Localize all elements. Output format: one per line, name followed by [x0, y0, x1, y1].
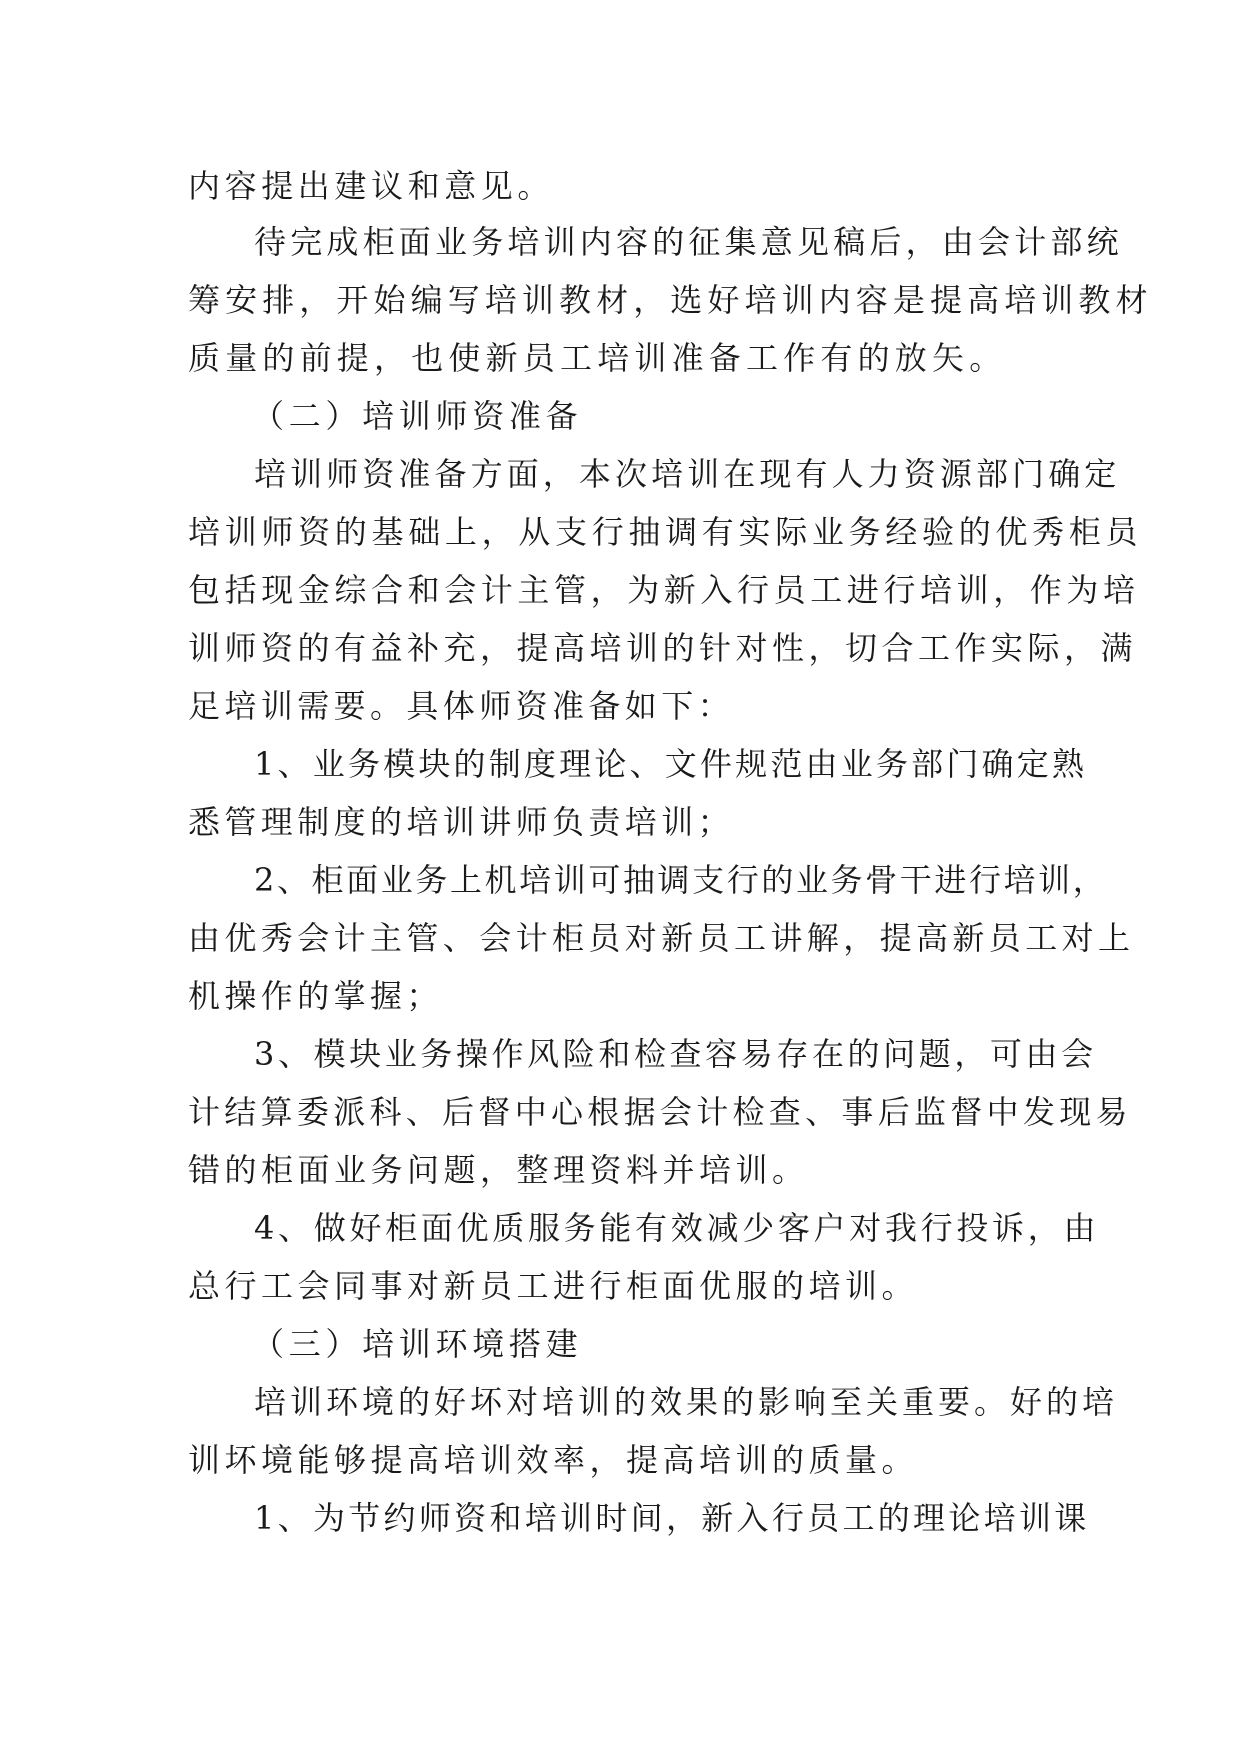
body-text-line: 训坏境能够提高培训效率，提高培训的质量。 [188, 1441, 919, 1479]
body-text-line: 错的柜面业务问题，整理资料并培训。 [188, 1151, 809, 1189]
body-text-line: 包括现金综合和会计主管，为新入行员工进行培训，作为培 [188, 571, 1140, 609]
body-text-line: 质量的前提，也使新员工培训准备工作有的放矢。 [188, 339, 1007, 377]
body-text-line: 机操作的掌握； [188, 977, 443, 1015]
section-heading: （二）培训师资准备 [252, 397, 583, 435]
body-text-line: 待完成柜面业务培训内容的征集意见稿后，由会计部统 [254, 223, 1123, 261]
body-text-line: 悉管理制度的培训讲师负责培训； [188, 803, 735, 841]
body-text-line: 计结算委派科、后督中心根据会计检查、事后监督中发现易 [188, 1093, 1132, 1131]
list-item-line: 1、业务模块的制度理论、文件规范由业务部门确定熟 [254, 745, 1088, 783]
body-text-line: 培训师资的基础上，从支行抽调有实际业务经验的优秀柜员 [188, 513, 1143, 551]
list-item-line: 1、为节约师资和培训时间，新入行员工的理论培训课 [254, 1499, 1090, 1537]
section-heading: （三）培训环境搭建 [252, 1325, 583, 1363]
list-item-line: 4、做好柜面优质服务能有效减少客户对我行投诉，由 [254, 1209, 1100, 1247]
body-text-line: 筹安排，开始编写培训教材，选好培训内容是提高培训教材 [188, 281, 1153, 319]
body-text-line: 培训环境的好坏对培训的效果的影响至关重要。好的培 [254, 1383, 1119, 1421]
body-text-line: 内容提出建议和意见。 [188, 167, 555, 205]
body-text-line: 足培训需要。具体师资准备如下： [188, 687, 735, 725]
list-item-line: 3、模块业务操作风险和检查容易存在的问题，可由会 [254, 1035, 1097, 1073]
body-text-line: 训师资的有益补充，提高培训的针对性，切合工作实际，满 [188, 629, 1138, 667]
body-text-line: 培训师资准备方面，本次培训在现有人力资源部门确定 [254, 455, 1121, 493]
body-text-line: 由优秀会计主管、会计柜员对新员工讲解，提高新员工对上 [188, 919, 1135, 957]
body-text-line: 总行工会同事对新员工进行柜面优服的培训。 [188, 1267, 919, 1305]
list-item-line: 2、柜面业务上机培训可抽调支行的业务骨干进行培训， [254, 861, 1108, 899]
